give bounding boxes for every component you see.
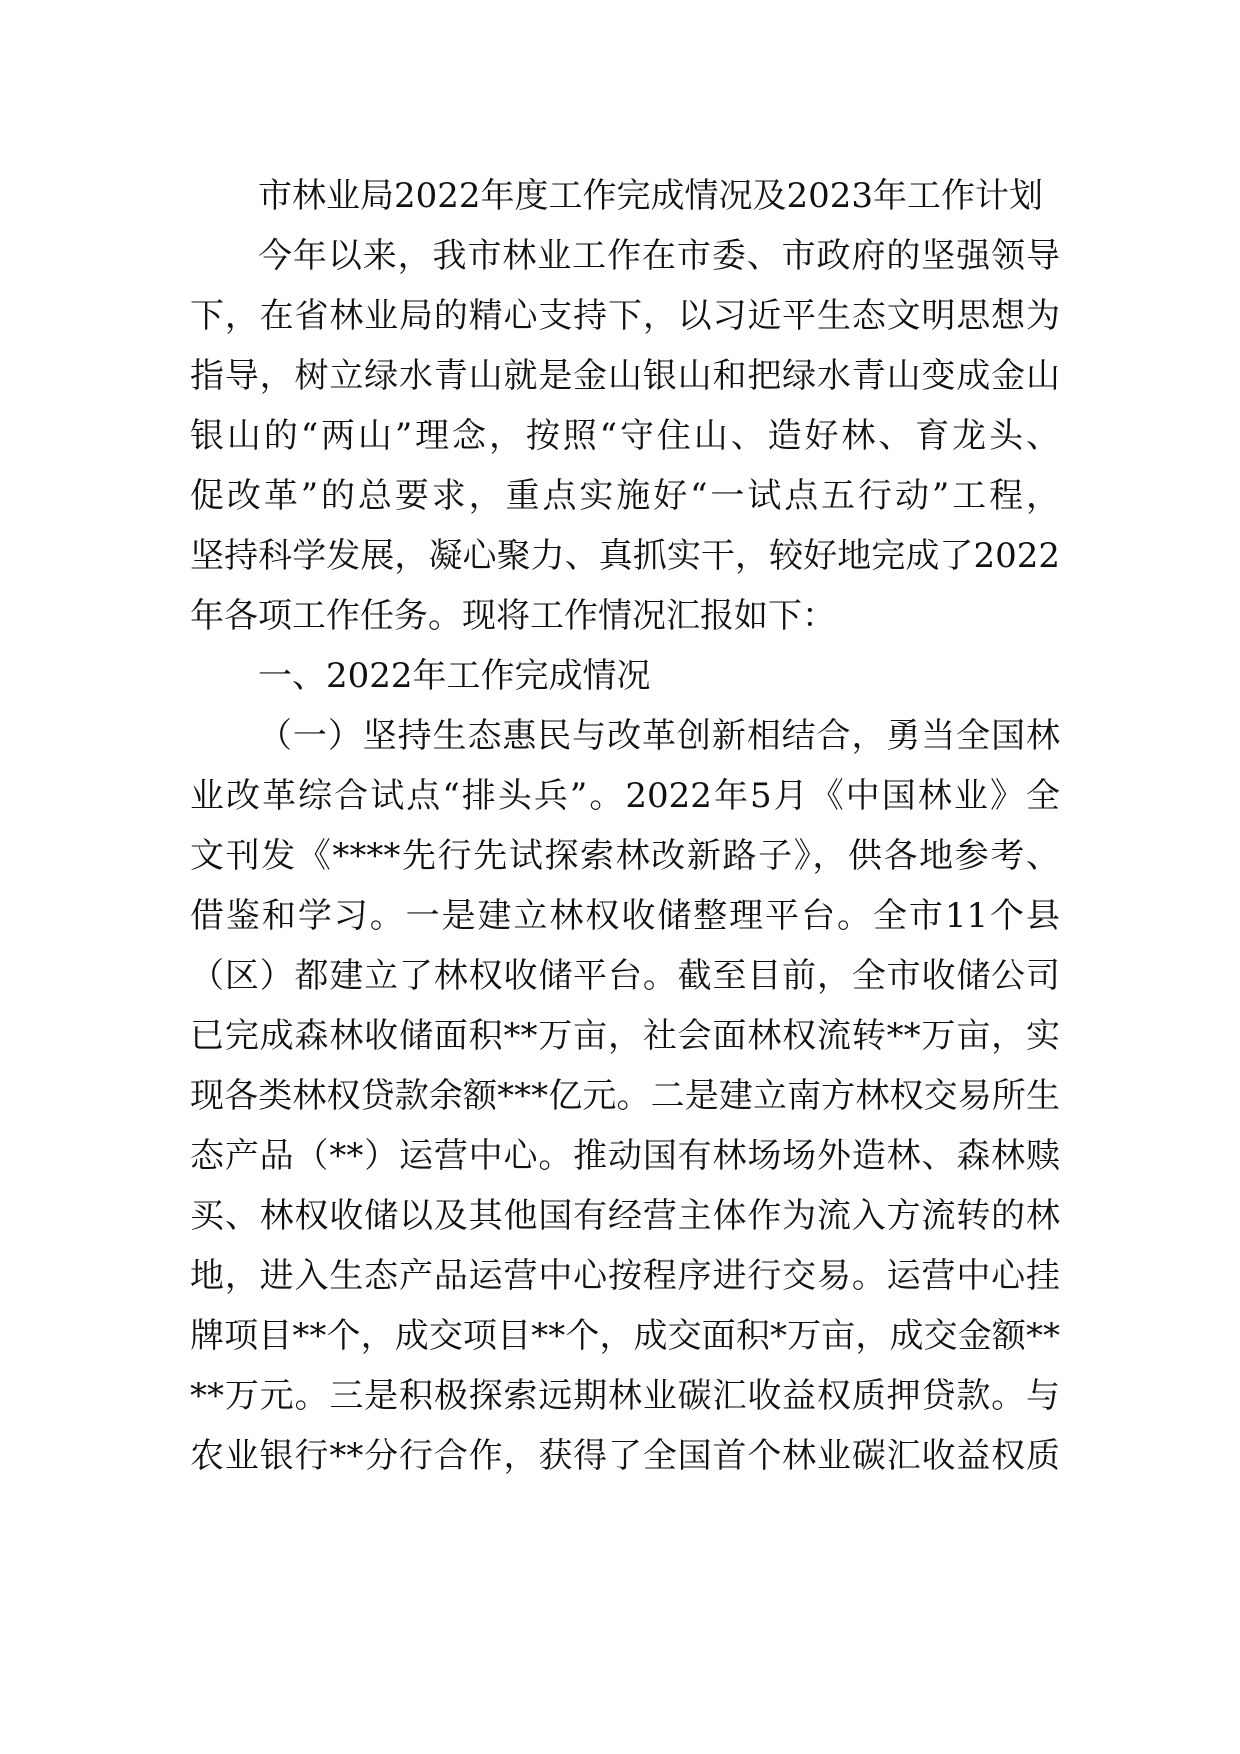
paragraph-line: 牌项目**个，成交项目**个，成交面积*万亩，成交金额** (190, 1316, 1060, 1356)
paragraph-line: 地，进入生态产品运营中心按程序进行交易。运营中心挂 (190, 1256, 1060, 1296)
paragraph-line: 今年以来，我市林业工作在市委、市政府的坚强领导 (258, 236, 1060, 276)
subsection-heading: （一）坚持生态惠民与改革创新相结合，勇当全国林 (258, 716, 1060, 756)
paragraph-line: 农业银行**分行合作，获得了全国首个林业碳汇收益权质 (190, 1436, 1060, 1476)
paragraph-line: 下，在省林业局的精心支持下，以习近平生态文明思想为 (190, 296, 1060, 336)
paragraph-line: 现各类林权贷款余额***亿元。二是建立南方林权交易所生 (190, 1076, 1060, 1116)
paragraph-line: 借鉴和学习。一是建立林权收储整理平台。全市11个县 (190, 896, 1060, 936)
paragraph-line: 年各项工作任务。现将工作情况汇报如下： (190, 596, 836, 636)
paragraph-line: 坚持科学发展，凝心聚力、真抓实干，较好地完成了2022 (190, 536, 1060, 576)
paragraph-line: 指导，树立绿水青山就是金山银山和把绿水青山变成金山 (190, 356, 1060, 396)
section-heading: 一、2022年工作完成情况 (258, 656, 651, 696)
paragraph-line: 买、林权收储以及其他国有经营主体作为流入方流转的林 (190, 1196, 1060, 1236)
document-title: 市林业局2022年度工作完成情况及2023年工作计划 (258, 176, 1044, 216)
paragraph-line: 银山的“两山”理念，按照“守住山、造好林、育龙头、 (190, 416, 1060, 456)
paragraph-line: 促改革”的总要求，重点实施好“一试点五行动”工程， (190, 476, 1060, 516)
paragraph-line: （区）都建立了林权收储平台。截至目前，全市收储公司 (190, 956, 1060, 996)
paragraph-line: **万元。三是积极探索远期林业碳汇收益权质押贷款。与 (190, 1376, 1060, 1416)
paragraph-line: 业改革综合试点“排头兵”。2022年5月《中国林业》全 (190, 776, 1060, 816)
paragraph-line: 态产品（**）运营中心。推动国有林场场外造林、森林赎 (190, 1136, 1060, 1176)
paragraph-line: 已完成森林收储面积**万亩，社会面林权流转**万亩，实 (190, 1016, 1060, 1056)
paragraph-line: 文刊发《****先行先试探索林改新路子》，供各地参考、 (190, 836, 1060, 876)
